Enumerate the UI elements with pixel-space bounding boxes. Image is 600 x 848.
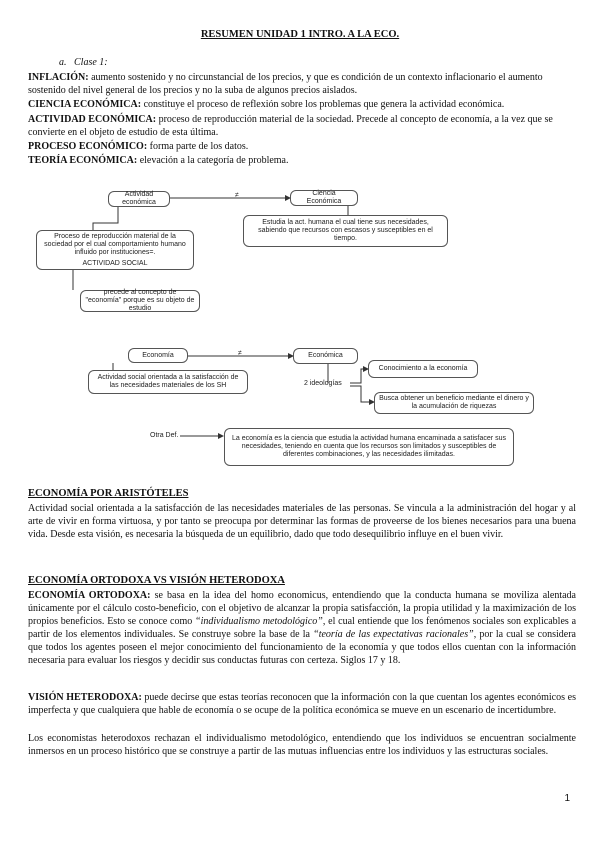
definition-term: ACTIVIDAD ECONÓMICA: [28,114,157,125]
not-equal-sign-1: ≠ [235,192,239,199]
arrow-ideologias-busca [350,386,374,402]
definition-text: constituye el proceso de reflexión sobre los problemas que genera la actividad económica. [141,99,505,110]
definition-term: CIENCIA ECONÓMICA: [28,99,142,110]
page-number: 1 [564,793,570,804]
node-precede: precede al concepto de "economía" porque es su objeto de estudio [80,290,200,312]
node-economia: Economía [128,348,188,363]
definition-teoria-economica [28,154,576,167]
paragraph-aristoteles: Actividad social orientada a la satisfacción de las necesidades materiales de las personas. Se vincula a la administración del hogar y al arte de vivir en forma virtuosa, y por tanto se preocupa por determinar las formas de proveerse de los bienes necesarios para una buena vida. Desde esta visión, es necesaria la búsqueda de un equilibrio, dado que todo desequilibrio influye en el buen vivir. [28,503,576,540]
actividad-social-label: ACTIVIDAD SOCIAL [82,259,148,267]
definition-text: elevación a la categoría de problema. [137,155,289,166]
definition-text: aumento sostenido y no circunstancial de los precios, y que es condición de un contexto inflacionario el aumento sostenido del nivel general de los precios y no la suba de algunos precios aislados. [28,72,543,96]
node-economica: Económica [293,348,358,364]
class-subheading [59,57,108,68]
page-title: RESUMEN UNIDAD 1 INTRO. A LA ECO. [200,29,400,40]
class-label: Clase 1: [74,57,108,68]
node-definicion-economia: La economía es la ciencia que estudia la actividad humana encaminada a satisfacer sus necesidades, teniendo en cuenta que los recursos son limitados y susceptibles de diferentes combinaciones, y las necesidades ilimitadas. [224,428,514,466]
node-conocimiento: Conocimiento a la economía [368,360,478,378]
ortodoxa-text-c: , por la cual se considera que todos los agentes poseen el mejor conocimiento del funcionamiento de la economía y que todos ellos cuentan con la información necesaria para evaluar los riesgos y decidir sus conductas futuras con certeza. Siglos 17 y 18. [28,629,576,666]
ortodoxa-term: ECONOMÍA ORTODOXA: [28,590,151,601]
node-ciencia-economica: Ciencia Económica [290,190,358,206]
paragraph-heterodoxa [28,691,576,717]
definition-ciencia-economica [28,98,576,111]
definition-actividad-economica [28,113,576,139]
node-estudia: Estudia la act. humana el cual tiene sus necesidades, sabiendo que recursos con escasos y susceptibles en el tiempo. [243,215,448,247]
otra-def-label: Otra Def. [150,432,179,439]
quote-expectativas: “teoría de las expectativas racionales” [313,629,474,640]
definition-term: PROCESO ECONÓMICO: [28,141,148,152]
ortodoxa-text-b: , el cual entiende que los fenómenos sociales son explicables a partir de los elementos individuales. Se construye sobre la base de la [28,616,577,640]
paragraph-heterodoxa-2: Los economistas heterodoxos rechazan el individualismo metodológico, entendiendo que los individuos se encuentran socialmente inmersos en un proceso histórico que se construye a partir de las mutuas influencias entre los individuos y las estructuras sociales. [28,733,576,757]
paragraph-ortodoxa [28,589,576,667]
definition-proceso-economico [28,140,576,153]
section-heading-ortodoxa: ECONOMÍA ORTODOXA VS VISIÓN HETERODOXA [28,575,285,586]
concept-diagram [28,178,576,478]
not-equal-sign-2: ≠ [238,350,242,357]
ideologias-label: 2 ideologías [304,380,342,387]
node-busca-beneficio: Busca obtener un beneficio mediante el dinero y la acumulación de riquezas [374,392,534,414]
class-marker: a. [59,57,67,68]
node-actividad-orientada: Actividad social orientada a la satisfacción de las necesidades materiales de los SH [88,370,248,394]
connector-actividad-proceso [93,206,118,230]
definition-text: proceso de reproducción material de la sociedad. Precede al concepto de economía, a la vez que se convierte en el objeto de estudio de esta última. [28,114,553,138]
section-heading-aristoteles: ECONOMÍA POR ARISTÓTELES [28,488,189,499]
definition-term: INFLACIÓN: [28,72,89,83]
definition-inflacion [28,71,576,97]
node-proceso-reproduccion [36,230,194,270]
arrow-ideologias-conocimiento [350,369,368,383]
quote-individualismo: “individualismo metodológico” [195,616,323,627]
ortodoxa-text-a: se basa en la idea del homo economicus, entendiendo que la conducta humana se moviliza alentada únicamente por el cálculo costo-beneficio, con el objetivo de alcanzar la propia satisfacción, la propia utilidad y la maximización de los propios beneficios. Esto se conoce como [28,590,577,627]
heterodoxa-text: puede decirse que estas teorías reconocen que la información con la que cuentan los agentes económicos es imperfecta y que cualquiera que hable de economía o se ocupe de la política económica se mueve en un escenario de incertidumbre. [28,692,576,716]
definition-text: forma parte de los datos. [147,141,249,152]
definition-term: TEORÍA ECONÓMICA: [28,155,138,166]
proceso-text: Proceso de reproducción material de la sociedad por el cual comportamiento humano influido por instituciones=. [44,232,186,256]
heterodoxa-term: VISIÓN HETERODOXA: [28,692,142,703]
node-actividad-economica: Actividad económica [108,191,170,207]
